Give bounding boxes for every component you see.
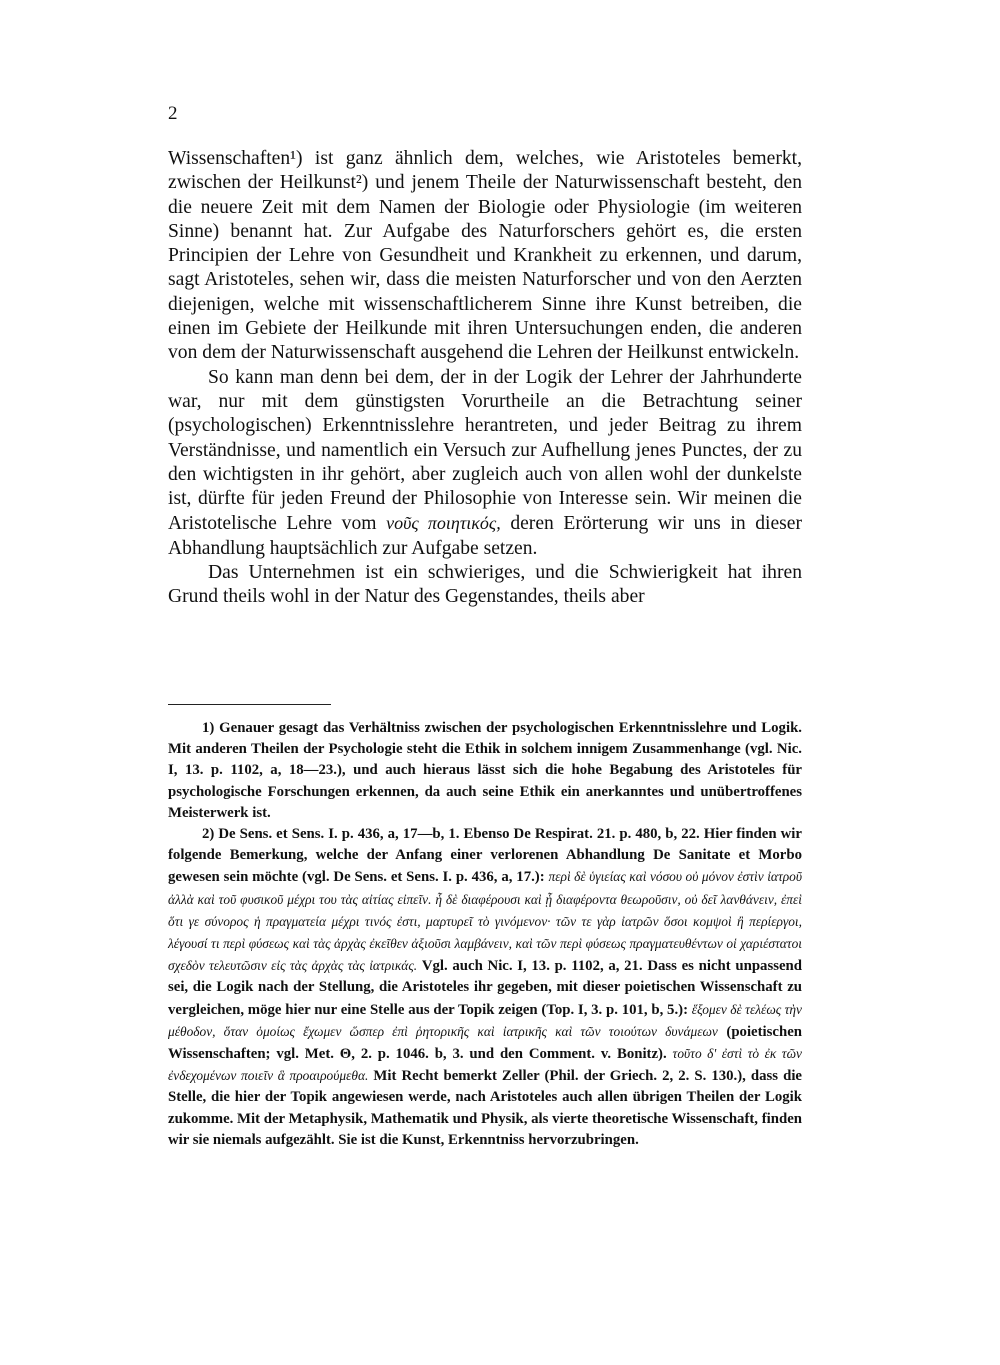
paragraph-2	[168, 366, 802, 561]
greek-term: νοῦς ποιητικός,	[386, 513, 501, 534]
paragraph-2-text-after: deren Erörterung wir uns in dieser Abhandlung hauptsächlich zur Aufgabe setzen.	[168, 513, 802, 559]
footnote-2-part-3: (poietischen Wissenschaften; vgl. Met. Θ, 2. p. 1046. b, 3. und den Comment. v. Bonitz).	[168, 1023, 803, 1063]
page-number: 2	[168, 103, 178, 124]
footnote-2-part-2: Vgl. auch Nic. I, 13. p. 1102, a, 21. Dass es nicht unpassend sei, die Logik nach der Stellung, die Aristoteles ihr gegeben, mit dieser poietischen Wissenschaft zu vergleichen, möge hier nur eine Stelle aus der Topik zeigen (Top. I, 3. p. 101, b, 5.):	[168, 958, 802, 1018]
footnote-2-part-4: Mit Recht bemerkt Zeller (Phil. der Griech. 2, 2. S. 130.), dass die Stelle, die hier der Topik angewiesen werde, nach Aristoteles auch allen übrigen Theilen der Logik zukomme. Mit der Metaphysik, Mathematik und Physik, als vierte theoretische Wissenschaft, finden wir sie niemals aufgezählt. Sie ist die Kunst, Erkenntniss hervorzubringen.	[168, 1068, 802, 1148]
footnote-2-greek-2: ἕξομεν δὲ τελέως τὴν μέθοδον, ὅταν ὁμοίως ἔχωμεν ὥσπερ ἐπὶ ῥητορικῆς καὶ ἰατρικῆς καὶ τῶν τοιούτων δυνάμεων	[168, 1001, 802, 1039]
footnote-2-greek-3: τοῦτο δ' ἐστὶ τὸ ἐκ τῶν ἐνδεχομένων ποιεῖν ἃ προαιρούμεθα.	[168, 1046, 802, 1084]
paragraph-1: Wissenschaften¹) ist ganz ähnlich dem, welches, wie Aristoteles bemerkt, zwischen der Heilkunst²) und jenem Theile der Naturwissenschaft besteht, den die neuere Zeit mit dem Namen der Biologie oder Physiologie (im weiteren Sinne) benannt hat. Zur Aufgabe des Naturforschers gehört es, die ersten Principien der Lehre von Gesundheit und Krankheit zu erkennen, und darum, sagt Aristoteles, sehen wir, dass die meisten Naturforscher und von den Aerzten diejenigen, welche mit wissenschaftlicherem Sinne ihre Kunst betreiben, die einen im Gebiete der Heilkunde mit ihren Untersuchungen enden, die anderen von dem der Naturwissenschaft ausgehend die Lehren der Heilkunst entwickeln.	[168, 148, 802, 364]
main-text	[168, 147, 802, 610]
footnotes	[168, 718, 802, 1151]
footnote-1: 1) Genauer gesagt das Verhältniss zwischen der psychologischen Erkenntnisslehre und Logik. Mit anderen Theilen der Psychologie steht die Ethik in solchem innigem Zusammenhange (vgl. Nic. I, 13. p. 1102, a, 18—23.), und auch hieraus lässt sich die hohe Begabung des Aristoteles für psychologische Forschungen erkennen, da auch seine Ethik ein anerkanntes und unübertroffenes Meisterwerk ist.	[168, 720, 802, 821]
footnote-2-part-1: 2) De Sens. et Sens. I. p. 436, a, 17—b, 1. Ebenso De Respirat. 21. p. 480, b, 22. Hier finden wir folgende Bemerkung, welche der Anfang einer verlorenen Abhandlung De Sanitate et Morbo gewesen sein möchte (vgl. De Sens. et Sens. I. p. 436, a, 17.):	[168, 826, 802, 886]
footnote-2-greek-1: περὶ δὲ ὑγιείας καὶ νόσου οὐ μόνον ἐστὶν ἰατροῦ ἀλλὰ καὶ τοῦ φυσικοῦ μέχρι του τὰς αἰτίας εἰπεῖν. ἧ δὲ διαφέρουσι καὶ ᾗ διαφέροντα θεωροῦσιν, οὐ δεῖ λανθάνειν, ἐπεὶ ὅτι γε σύνορος ἡ πραγματεία μέχρι τινός ἐστι, μαρτυρεῖ τὸ γινόμενον· τῶν τε γὰρ ἰατρῶν ὅσοι κομψοὶ ἢ περίεργοι, λέγουσί τι περὶ φύσεως καὶ τὰς ἀρχὰς ἐκεῖθεν ἀξιοῦσι λαμβάνειν, καὶ τῶν περὶ φύσεως πραγματευθέντων οἱ χαριέστατοι σχεδὸν τελευτῶσιν εἰς τὰς ἀρχὰς τὰς ἰατρικάς.	[168, 869, 803, 974]
paragraph-3: Das Unternehmen ist ein schwieriges, und die Schwierigkeit hat ihren Grund theils wohl in der Natur des Gegenstandes, theils aber	[168, 562, 802, 608]
footnote-2	[168, 824, 802, 1151]
paragraph-2-text-before: So kann man denn bei dem, der in der Logik der Lehrer der Jahrhunderte war, nur mit dem günstigsten Vorurtheile an die Betrachtung seiner (psychologischen) Erkenntnisslehre herantreten, und jeder Beitrag zu ihrem Verständnisse, und namentlich ein Versuch zur Aufhellung jenes Punctes, der zu den wichtigsten in ihr gehört, aber zugleich auch von allen wohl der dunkelste ist, dürfte für jeden Freund der Philosophie von Interesse sein. Wir meinen die Aristotelische Lehre vom	[168, 366, 802, 535]
footnote-divider	[168, 704, 331, 705]
